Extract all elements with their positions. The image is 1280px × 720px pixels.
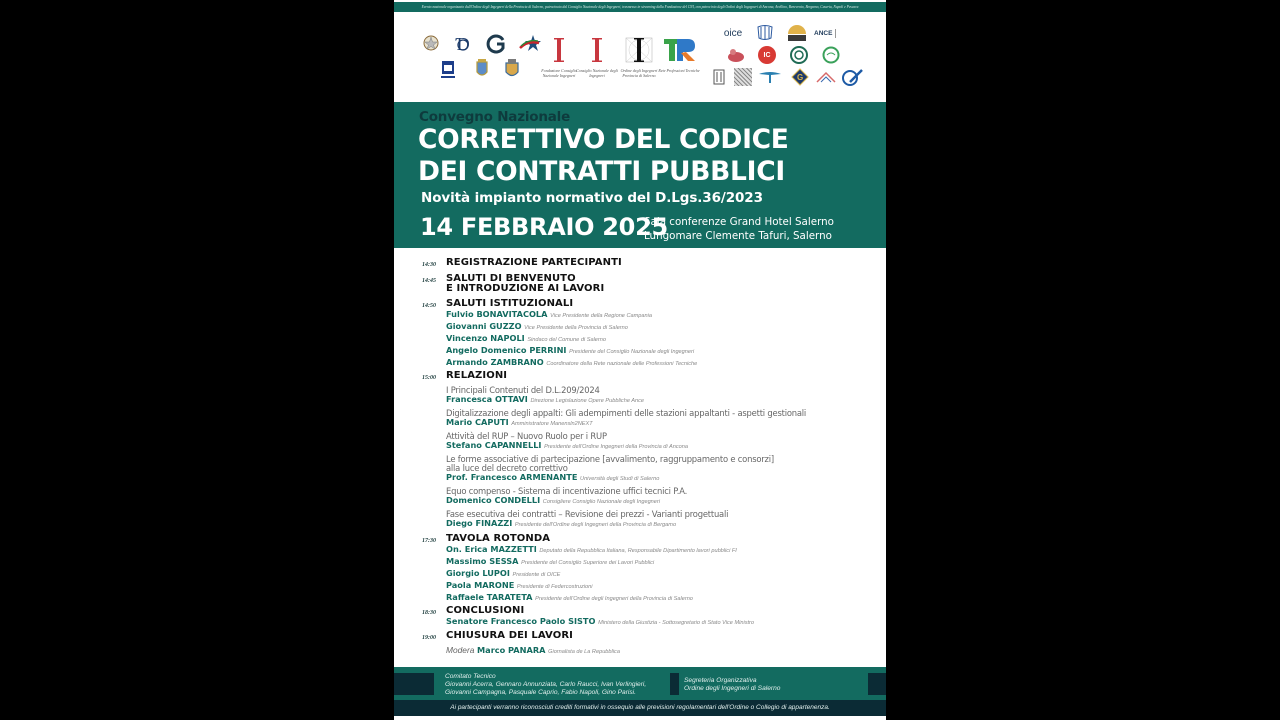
speaker-role: Presidente di Federcostruzioni <box>516 584 593 590</box>
italian-republic-emblem-icon <box>422 34 440 52</box>
event-title-line-1: CORRETTIVO DEL CODICE <box>418 124 789 155</box>
slot-title: REGISTRAZIONE PARTECIPANTI <box>446 257 622 268</box>
moderator-row <box>446 645 620 657</box>
speaker-name: Giovanni GUZZO <box>446 321 522 331</box>
logo-caption: Fondazione Consiglio Nazionale Ingegneri <box>541 68 577 78</box>
speaker-name: Paola MARONE <box>446 580 515 590</box>
secretariat-org: Ordine degli Ingegneri di Salerno <box>684 685 781 693</box>
speaker-row <box>446 518 676 530</box>
committee-members-line-2: Giovanni Campagna, Pasquale Caprio, Fabio Napoli, Gino Parisi. <box>445 689 636 697</box>
talk-topic: Attività del RUP – Nuovo Ruolo per i RUP <box>446 431 607 441</box>
speaker-role: Presidente del Consiglio Nazionale degli Ingegneri <box>569 349 695 355</box>
slot-title: SALUTI DI BENVENUTO <box>446 273 576 284</box>
oice-logo: oice <box>723 27 743 39</box>
speaker-row <box>446 394 644 406</box>
g-logo-icon <box>485 33 507 55</box>
speaker-role: Presidente dell'Ordine degli Ingegneri della Provincia di Bergamo <box>514 522 677 528</box>
fondazione-cni-logo-icon <box>546 36 572 64</box>
footer-decor-block <box>394 673 434 695</box>
logo-caption: Ordine degli Ingegneri Provincia di Salerno <box>620 68 658 78</box>
oa-logo-icon <box>708 68 730 86</box>
regione-campania-icon <box>440 60 456 80</box>
speaker-role: Consigliere Consiglio Nazionale degli Ingegneri <box>542 499 661 505</box>
logo-caption: Consiglio Nazionale degli Ingegneri <box>576 68 618 78</box>
slot-title: CONCLUSIONI <box>446 605 525 616</box>
speaker-row <box>446 345 694 357</box>
speaker-row <box>446 309 652 321</box>
slot-time: 19:00 <box>422 635 436 641</box>
event-title-line-2: DEI CONTRATTI PUBBLICI <box>418 156 785 187</box>
event-subtitle: Novità impianto normativo del D.Lgs.36/2023 <box>421 190 763 206</box>
slot-time: 15:00 <box>422 375 436 381</box>
ance-logo: ANCE <box>814 26 850 40</box>
speaker-name: Fulvio BONAVITACOLA <box>446 309 548 319</box>
speaker-name: Domenico CONDELLI <box>446 495 541 505</box>
speaker-row <box>446 333 606 345</box>
logo-caption: Rete Professioni Tecniche <box>658 68 700 73</box>
speaker-role: Presidente del Consiglio Superiore dei Lavori Pubblici <box>521 560 655 566</box>
svg-text:Ɗ: Ɗ <box>455 34 470 54</box>
speaker-role: Presidente dell'Ordine degli Ingegneri della Provincia di Salerno <box>535 596 693 602</box>
textured-logo-icon <box>734 68 752 86</box>
cni-logo-icon <box>584 36 610 64</box>
committee-title: Comitato Tecnico <box>445 673 496 680</box>
speaker-row <box>446 321 628 333</box>
moderator-role: Giornalista de La Repubblica <box>548 649 620 655</box>
speaker-role: Coordinatore della Rete nazionale delle Professioni Tecniche <box>546 361 698 367</box>
speaker-row <box>446 580 592 592</box>
footer-decor-block <box>670 673 679 695</box>
speaker-name: Giorgio LUPOI <box>446 568 510 578</box>
speaker-row <box>446 616 754 628</box>
speaker-name: Francesca OTTAVI <box>446 394 528 404</box>
organizer-strip: Evento nazionale organizzato dall'Ordine degli Ingegneri della Provincia di Salerno, patrocinato dal Consiglio Nazionale degli Ingegneri, trasmesso in streaming dalla Fondazione del CNI, con patrocinio degli Ordini degli Ingegneri di Ancona, Avellino, Benevento, Bergamo, Caserta, Napoli e Pescara <box>394 2 886 12</box>
speaker-row <box>446 357 697 369</box>
speaker-name: Massimo SESSA <box>446 556 519 566</box>
speaker-name: Armando ZAMBRANO <box>446 357 544 367</box>
svg-text:G: G <box>797 73 804 82</box>
speaker-role: Presidente dell'Ordine Ingegneri della Provincia di Ancona <box>544 444 688 450</box>
green-ring-logo-icon <box>822 46 840 64</box>
organizing-secretariat <box>684 677 780 693</box>
talk-topic: I Principali Contenuti del D.L.209/2024 <box>446 385 600 395</box>
sponsor-logos <box>394 18 886 102</box>
credits-note: Ai partecipanti verranno riconosciuti crediti formativi in ossequio alle previsioni regolamentari dell'Ordine o Collegio di appartenenza. <box>394 700 886 716</box>
speaker-name: Vincenzo NAPOLI <box>446 333 525 343</box>
slot-title: TAVOLA ROTONDA <box>446 533 551 544</box>
talk-topic-continued: alla luce del decreto correttivo <box>446 463 568 473</box>
event-date: 14 FEBBRAIO 2025 <box>420 213 668 241</box>
speaker-role: Direzione Legislazione Opere Pubbliche Ance <box>530 398 645 404</box>
speaker-role: Vice Presidente della Regione Campania <box>550 313 652 319</box>
ordine-ingegneri-salerno-logo-icon <box>624 36 654 64</box>
ic-logo: IC <box>758 46 776 64</box>
provincia-crest-icon <box>474 58 490 80</box>
slot-time: 14:45 <box>422 278 436 284</box>
talk-topic: Le forme associative di partecipazione [avvalimento, raggruppamento e consorzi] <box>446 454 774 464</box>
speaker-name: Prof. Francesco ARMENANTE <box>446 472 578 482</box>
speaker-row <box>446 472 659 484</box>
speaker-name: Diego FINAZZI <box>446 518 513 528</box>
speaker-role: Ministero della Giustizia - Sottosegretario di Stato Vice Ministro <box>598 620 755 626</box>
slot-time: 14:30 <box>422 262 436 268</box>
speaker-row <box>446 568 560 580</box>
speaker-row <box>446 440 688 452</box>
star-logo-icon <box>519 34 541 54</box>
talk-topic: Equo compenso - Sistema di incentivazione uffici tecnici P.A. <box>446 486 688 496</box>
committee-members-line-1: Giovanni Acerra, Gennaro Annunziata, Carlo Raucci, Ivan Verlingieri, <box>445 681 647 689</box>
footer-decor-block <box>868 673 886 695</box>
event-venue <box>644 215 834 243</box>
slot-time: 18:30 <box>422 610 436 616</box>
red-decorative-logo-icon <box>726 46 746 64</box>
technical-committee <box>445 673 646 698</box>
talk-topic: Fase esecutiva dei contratti – Revisione dei prezzi - Varianti progettuali <box>446 509 729 519</box>
rete-professioni-tecniche-logo-icon <box>662 36 698 64</box>
monogram-logo-icon <box>454 34 470 54</box>
blue-wing-logo-icon <box>758 70 782 84</box>
confindustria-logo-icon <box>756 24 774 42</box>
speaker-role: Sindaco del Comune di Salerno <box>527 337 607 343</box>
speaker-name: Angelo Domenico PERRINI <box>446 345 567 355</box>
slot-title: CHIUSURA DEI LAVORI <box>446 630 573 641</box>
roof-logo-icon <box>816 70 836 84</box>
slot-time: 17:30 <box>422 538 436 544</box>
speaker-name: Raffaele TARATETA <box>446 592 533 602</box>
speaker-row <box>446 544 737 556</box>
speaker-name: Senatore Francesco Paolo SISTO <box>446 616 596 626</box>
event-header <box>394 102 886 248</box>
venue-line-1: Sala conferenze Grand Hotel Salerno <box>644 216 834 228</box>
slot-title: E INTRODUZIONE AI LAVORI <box>446 283 605 294</box>
speaker-role: Deputato della Repubblica Italiana, Responsabile Dipartimento lavori pubblici FI <box>539 548 737 554</box>
slot-time: 14:50 <box>422 303 436 309</box>
speaker-row <box>446 495 660 507</box>
speaker-name: Stefano CAPANNELLI <box>446 440 542 450</box>
blue-swoosh-logo-icon <box>842 68 864 86</box>
g-diamond-logo <box>791 68 809 86</box>
speaker-role: Università degli Studi di Salerno <box>580 476 660 482</box>
speaker-role: Presidente di OICE <box>512 572 561 578</box>
green-round-logo-icon <box>790 46 808 64</box>
speaker-role: Vice Presidente della Provincia di Salerno <box>524 325 628 331</box>
comune-salerno-crest-icon <box>504 58 520 80</box>
speaker-row <box>446 417 593 429</box>
federcostruzioni-logo-icon <box>786 24 808 44</box>
event-kicker: Convegno Nazionale <box>419 109 571 125</box>
venue-line-2: Lungomare Clemente Tafuri, Salerno <box>644 230 832 242</box>
speaker-row <box>446 556 654 568</box>
moderator-label: Modera <box>446 645 475 655</box>
speaker-role: Amministratore Manensln2NEXT <box>511 421 593 427</box>
speaker-name: Mario CAPUTI <box>446 417 509 427</box>
talk-topic: Digitalizzazione degli appalti: Gli adempimenti delle stazioni appaltanti - aspetti gestionali <box>446 408 807 418</box>
slot-title: RELAZIONI <box>446 370 508 381</box>
slot-title: SALUTI ISTITUZIONALI <box>446 298 574 309</box>
moderator-name: Marco PANARA <box>477 645 546 655</box>
secretariat-title: Segreteria Organizzativa <box>684 677 757 684</box>
speaker-name: On. Erica MAZZETTI <box>446 544 537 554</box>
speaker-row <box>446 592 693 604</box>
event-poster <box>394 0 886 720</box>
